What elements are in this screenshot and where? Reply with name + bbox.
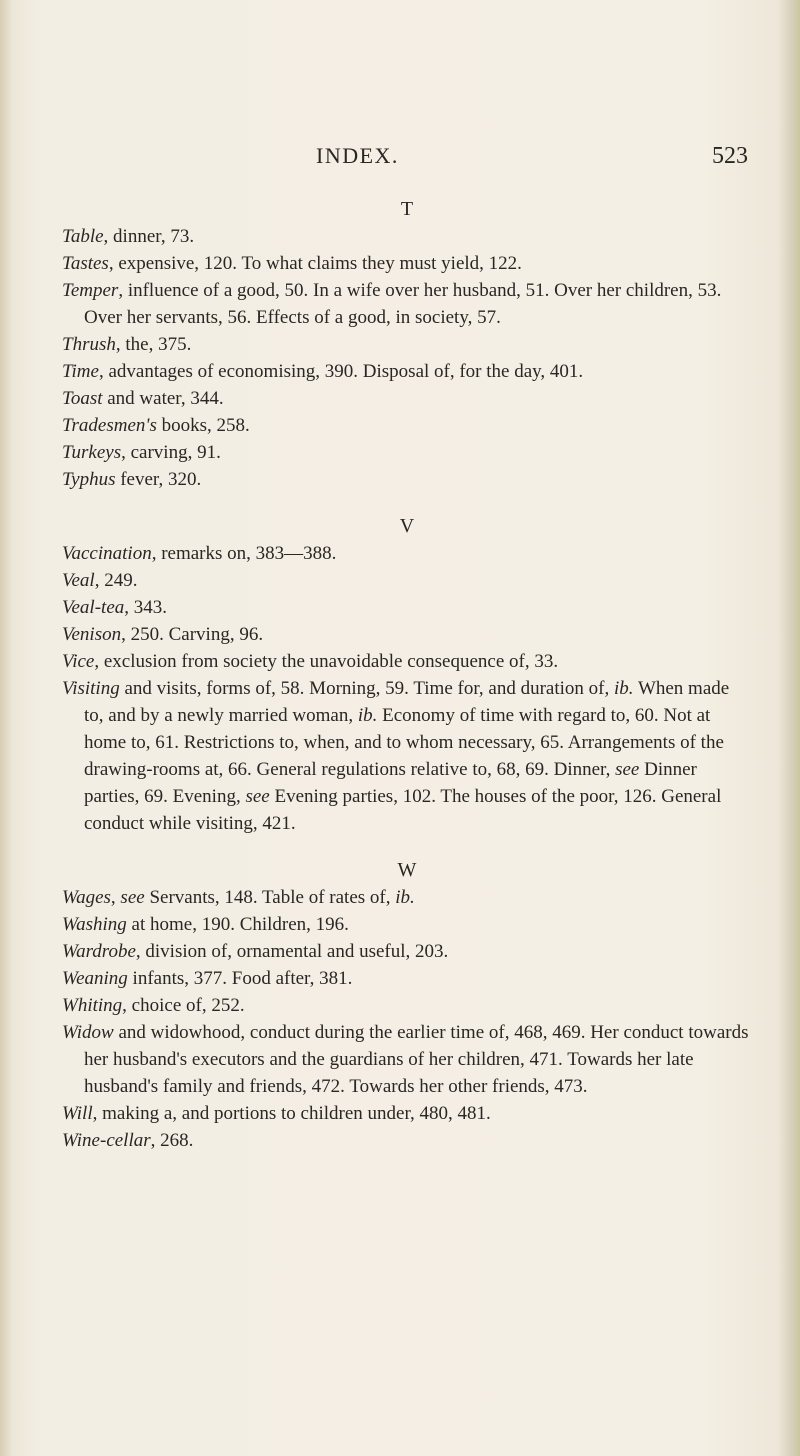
- section-letter: T: [400, 198, 414, 220]
- page-edge-right: [778, 0, 800, 1456]
- section-letter: W: [397, 859, 417, 881]
- index-entry: Washing at home, 190. Children, 196.: [62, 914, 349, 935]
- index-content: [62, 196, 752, 1154]
- index-entry: Wages, see Servants, 148. Table of rates of, ib.: [62, 887, 415, 908]
- index-entry: Widow and widowhood, conduct during the earlier time of, 468, 469. Her conduct towards her husband's executors and the guardians of her children, 471. Towards her late husband's family and friends, 472. Towards her other friends, 473.: [62, 1022, 749, 1097]
- index-entry: Wardrobe, division of, ornamental and useful, 203.: [62, 941, 449, 962]
- index-entry: Typhus fever, 320.: [62, 469, 202, 490]
- index-entry: Whiting, choice of, 252.: [62, 995, 245, 1016]
- index-entry: Temper, influence of a good, 50. In a wife over her husband, 51. Over her children, 53. Over her servants, 56. Effects of a good, in society, 57.: [62, 280, 722, 328]
- index-entry: Will, making a, and portions to children under, 480, 481.: [62, 1103, 491, 1124]
- page-number: 523: [712, 143, 748, 169]
- index-entry: Weaning infants, 377. Food after, 381.: [62, 968, 353, 989]
- index-entry: Tastes, expensive, 120. To what claims they must yield, 122.: [62, 253, 522, 274]
- index-entry: Wine-cellar, 268.: [62, 1130, 194, 1151]
- index-entry: Thrush, the, 375.: [62, 334, 192, 355]
- index-entry: Tradesmen's books, 258.: [62, 415, 250, 436]
- page-header: [0, 143, 800, 173]
- running-title: INDEX.: [316, 143, 399, 168]
- index-entry: Veal, 249.: [62, 570, 138, 591]
- index-entry: Venison, 250. Carving, 96.: [62, 624, 264, 645]
- index-entry: Veal-tea, 343.: [62, 597, 168, 618]
- index-entry: Time, advantages of economising, 390. Disposal of, for the day, 401.: [62, 361, 584, 382]
- index-entry: Visiting and visits, forms of, 58. Morning, 59. Time for, and duration of, ib. When made to, and by a newly married woman, ib. Economy of time with regard to, 60. Not at home to, 61. Restrictions to, when, and to whom necessary, 65. Arrangements of the drawing-rooms at, 66. General regulations relative to, 68, 69. Dinner, see Dinner parties, 69. Evening, see Evening parties, 102. The houses of the poor, 126. General conduct while visiting, 421.: [62, 678, 730, 834]
- index-entry: Vaccination, remarks on, 383—388.: [62, 543, 337, 564]
- index-entry: Table, dinner, 73.: [62, 226, 195, 247]
- section-letter: V: [399, 515, 415, 537]
- index-entry: Turkeys, carving, 91.: [62, 442, 221, 463]
- index-entry: Toast and water, 344.: [62, 388, 224, 409]
- index-entry: Vice, exclusion from society the unavoidable consequence of, 33.: [62, 651, 559, 672]
- page-edge-left: [0, 0, 12, 1456]
